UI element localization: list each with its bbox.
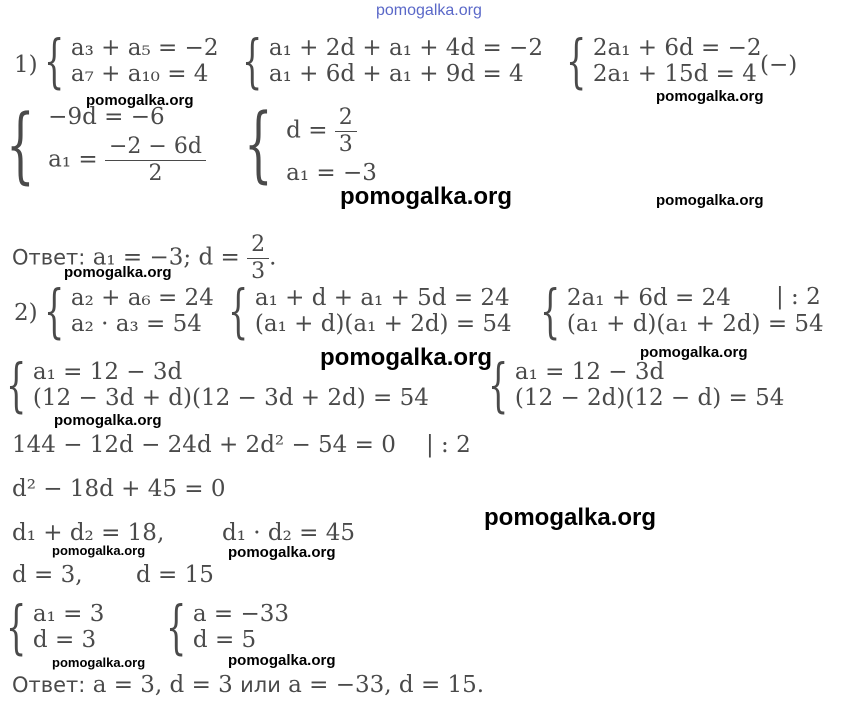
watermark: pomogalka.org: [228, 544, 336, 561]
equation: 2a₁ + 6d = −2: [592, 35, 762, 61]
equation: a₁ = 12 − 3d: [514, 359, 665, 385]
fraction: [105, 134, 206, 187]
quadratic-equation: d² − 18d + 45 = 0: [12, 476, 226, 502]
brace-icon: {: [540, 277, 561, 345]
equation: (a₁ + d)(a₁ + 2d) = 54: [254, 311, 512, 337]
equation-lhs: a₁ =: [48, 146, 98, 173]
equation-expanded: 144 − 12d − 24d + 2d² − 54 = 0: [12, 432, 396, 458]
answer-label: Ответ:: [12, 245, 86, 270]
brace-icon: {: [6, 97, 35, 193]
part2-label: 2): [14, 300, 38, 326]
fraction: [247, 232, 269, 285]
brace-icon: {: [488, 351, 509, 419]
equation: d = 3: [32, 627, 97, 653]
watermark: pomogalka.org: [228, 652, 336, 669]
fraction: [335, 105, 357, 158]
watermark: pomogalka.org: [484, 504, 657, 531]
part2-system-a: [44, 277, 214, 345]
part2-system-f: [6, 593, 105, 661]
fraction-denominator: 3: [338, 131, 353, 157]
watermark: pomogalka.org: [656, 88, 764, 105]
equation: a₁ = 12 − 3d: [32, 359, 183, 385]
answer-end: .: [269, 244, 277, 271]
fraction-numerator: 2: [335, 105, 357, 132]
vieta-sum: d₁ + d₂ = 18,: [12, 520, 165, 546]
brace-icon: {: [244, 97, 273, 192]
answer-text: a = 3, d = 3: [92, 672, 233, 698]
equation: a₁ + d + a₁ + 5d = 24: [254, 285, 510, 311]
vieta-product: d₁ · d₂ = 45: [222, 520, 355, 546]
watermark: pomogalka.org: [656, 192, 764, 209]
part1-system-b: [242, 27, 543, 95]
equation: a₁ + 6d + a₁ + 9d = 4: [268, 61, 524, 87]
answer-label: Ответ:: [12, 673, 86, 697]
brace-icon: {: [6, 351, 27, 419]
equation: a₁ = −3: [286, 159, 377, 186]
equation: a = −33: [192, 601, 290, 627]
watermark: pomogalka.org: [52, 543, 146, 558]
divide-note: | : 2: [776, 284, 821, 310]
watermark: pomogalka.org: [340, 183, 513, 210]
brace-icon: {: [44, 277, 65, 345]
fraction-denominator: 2: [148, 161, 163, 186]
equation-lhs: d =: [286, 117, 328, 143]
brace-icon: {: [566, 27, 587, 95]
equation: d = 5: [192, 627, 257, 653]
equation: a₂ + a₆ = 24: [70, 285, 214, 311]
part2-system-d: [6, 351, 429, 419]
equation: a₁ + 2d + a₁ + 4d = −2: [268, 35, 543, 61]
subtract-note: (−): [760, 52, 798, 78]
brace-icon: {: [166, 593, 187, 661]
fraction-denominator: 3: [251, 259, 266, 284]
watermark-top: pomogalka.org: [376, 2, 482, 19]
equation: a₂ · a₃ = 54: [70, 311, 202, 337]
watermark: pomogalka.org: [54, 412, 162, 429]
answer-text: a₁ = −3; d =: [92, 244, 240, 271]
answer-text-2: a = −33, d = 15.: [288, 672, 485, 698]
part2-system-b: [228, 277, 512, 345]
part1-system-c: [566, 27, 762, 95]
part2-answer: [12, 672, 484, 698]
equation: a₁ = 3: [32, 601, 105, 627]
part1-label: 1): [14, 52, 38, 78]
equation: (12 − 3d + d)(12 − 3d + 2d) = 54: [32, 385, 429, 411]
part1-system-e: [244, 97, 377, 192]
watermark: pomogalka.org: [52, 655, 146, 670]
part2-system-g: [166, 593, 290, 661]
fraction-numerator: −2 − 6d: [105, 134, 206, 161]
equation: 2a₁ + 15d = 4: [592, 61, 757, 87]
root-2: d = 15: [136, 562, 214, 588]
brace-icon: {: [242, 27, 263, 95]
watermark: pomogalka.org: [64, 264, 172, 281]
brace-icon: {: [44, 27, 65, 95]
root-1: d = 3,: [12, 562, 83, 588]
part1-system-a: [44, 27, 219, 95]
watermark: pomogalka.org: [320, 344, 493, 371]
equation: 2a₁ + 6d = 24: [566, 285, 731, 311]
equation: (a₁ + d)(a₁ + 2d) = 54: [566, 311, 824, 337]
watermark: pomogalka.org: [640, 344, 748, 361]
brace-icon: {: [228, 277, 249, 345]
fraction-numerator: 2: [247, 232, 269, 259]
equation: −9d = −6: [48, 104, 165, 130]
answer-or: или: [240, 673, 281, 697]
watermark: pomogalka.org: [86, 92, 194, 109]
equation: (12 − 2d)(12 − d) = 54: [514, 385, 785, 411]
divide-note: | : 2: [426, 432, 471, 458]
equation: a₃ + a₅ = −2: [70, 35, 219, 61]
equation: a₇ + a₁₀ = 4: [70, 61, 209, 87]
brace-icon: {: [6, 593, 27, 661]
